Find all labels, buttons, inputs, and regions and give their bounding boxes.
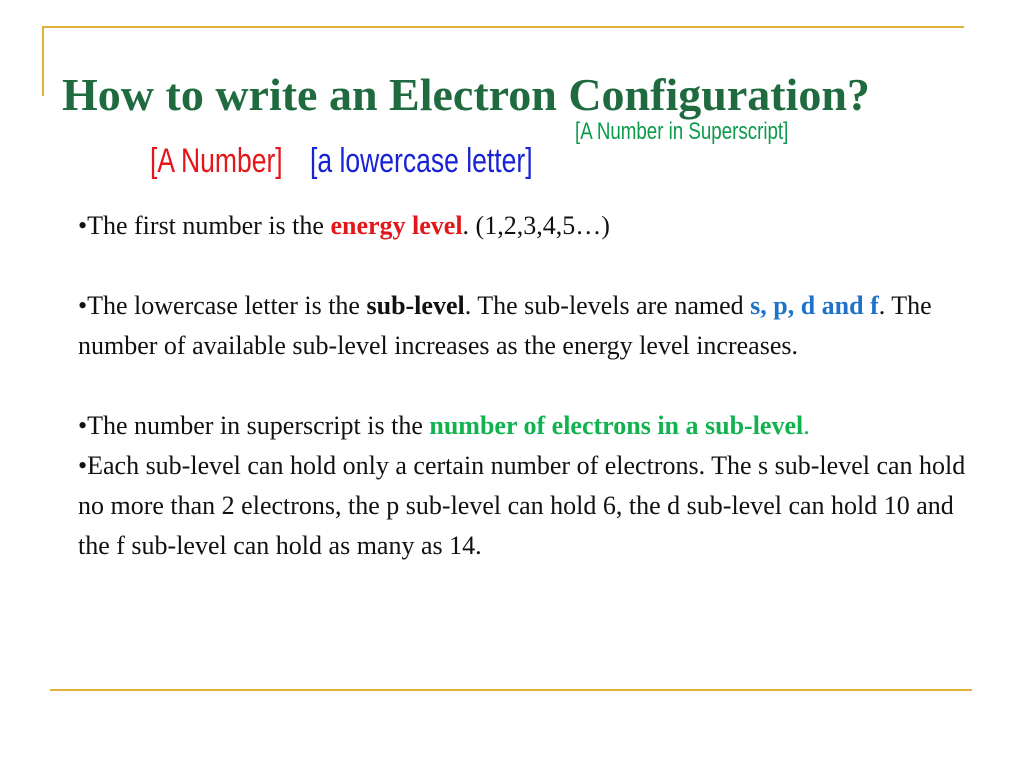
formula-diagram [150, 118, 870, 193]
formula-letter-label: [a lowercase letter] [310, 142, 533, 180]
sublevel-letter-highlight: s, p, d and f [750, 291, 879, 320]
formula-number-label: [A Number] [150, 142, 283, 180]
slide-content [78, 206, 978, 566]
formula-superscript-label: [A Number in Superscript] [575, 118, 789, 145]
sublevel-prefix: •The lowercase letter is the [78, 291, 367, 320]
paragraph-spacer [78, 366, 978, 406]
sublevel-suffix: . The number of available sub-level increases as the energy level increases. [78, 291, 932, 360]
paragraph-spacer [78, 246, 978, 286]
electron-count-paragraph [78, 406, 978, 446]
sublevel-paragraph [78, 286, 978, 366]
capacity-paragraph: •Each sub-level can hold only a certain number of electrons. The s sub-level can hold no more than 2 electrons, the p sub-level can hold 6, the d sub-level can hold 10 and the f sub-level can hold as many as 14. [78, 451, 966, 560]
sublevel-bold-term: sub-level [366, 291, 465, 320]
energy-level-suffix: . (1,2,3,4,5…) [462, 211, 610, 240]
electron-count-prefix: •The number in superscript is the [78, 411, 430, 440]
electron-count-highlight: number of electrons in a sub-level [429, 411, 804, 440]
energy-level-highlight: energy level [330, 211, 463, 240]
sublevel-middle: . The sub-levels are named [464, 291, 751, 320]
energy-level-paragraph [78, 206, 978, 246]
energy-level-prefix: •The first number is the [78, 211, 331, 240]
slide-title: How to write an Electron Configuration? [62, 68, 870, 120]
electron-count-suffix: . [803, 411, 810, 440]
left-accent-line [42, 26, 44, 96]
top-accent-line [42, 26, 964, 28]
bottom-accent-line [50, 689, 972, 691]
